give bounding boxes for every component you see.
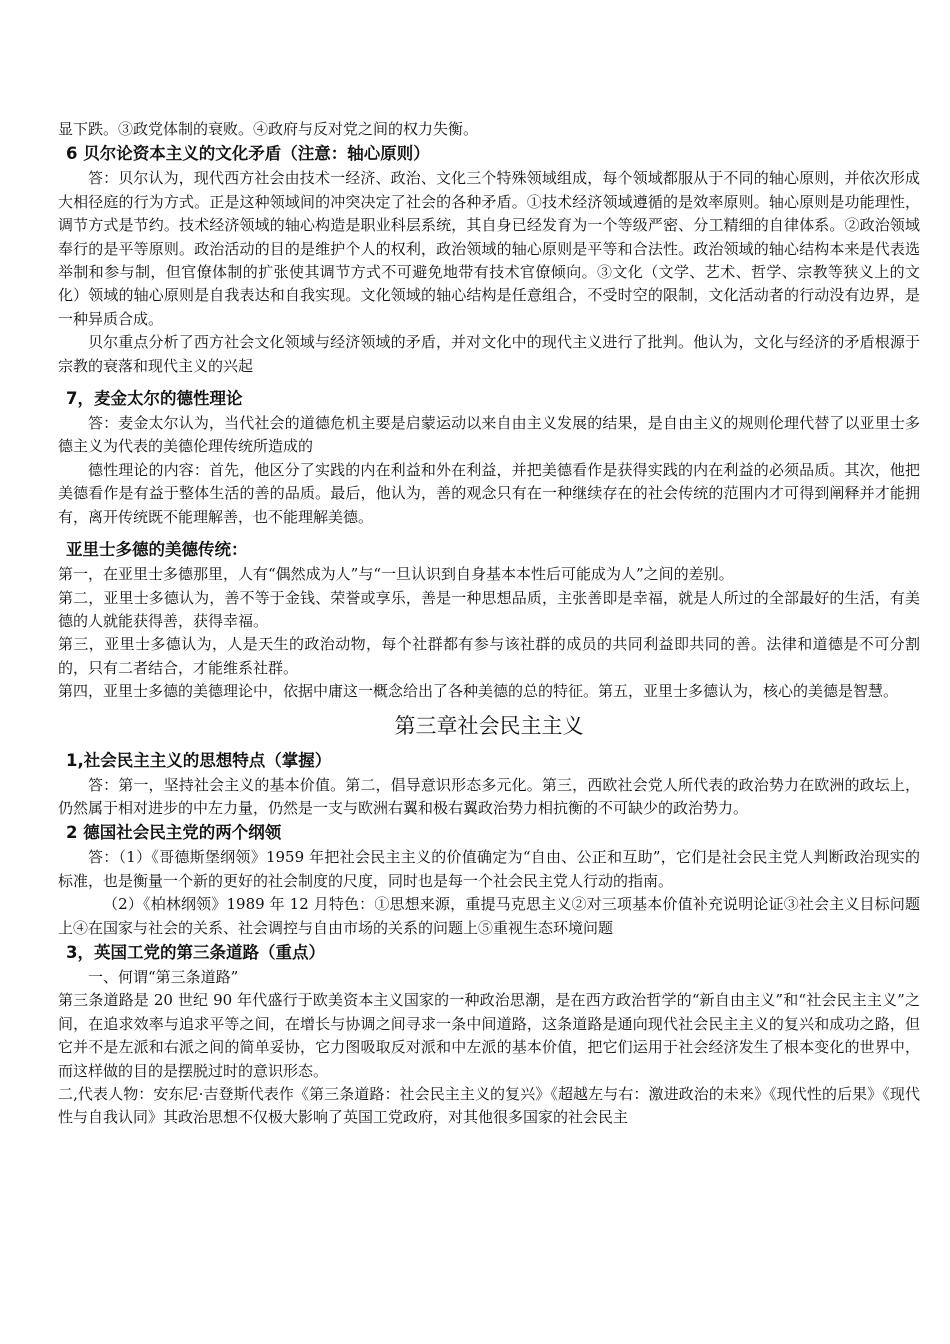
paragraph: （2）《柏林纲领》1989 年 12 月特色：①思想来源，重提马克思主义②对三项基本价值补充说明论证③社会主义目标问题上④在国家与社会的关系、社会调控与自由市场的关系的问题上⑤重视生态环境问题 [58,895,920,937]
section-heading-third-way: 3，英国工党的第三条道路（重点） [66,942,325,962]
paragraph: 贝尔重点分析了西方社会文化领域与经济领域的矛盾，并对文化中的现代主义进行了批判。他认为，文化与经济的矛盾根源于宗教的衰落和现代主义的兴起 [58,333,920,375]
paragraph: 答：麦金太尔认为，当代社会的道德危机主要是启蒙运动以来自由主义发展的结果，是自由主义的规则伦理代替了以亚里士多德主义为代表的美德伦理传统所造成的 [58,414,920,456]
paragraph: 答：（1）《哥德斯堡纲领》1959 年把社会民主主义的价值确定为“自由、公正和互助”，它们是社会民主党人判断政治现实的标准，也是衡量一个新的更好的社会制度的尺度，同时也是每一个社会民主党人行动的指南。 [58,848,920,890]
document-page [58,118,920,1130]
section-heading-macintyre: 7，麦金太尔的德性理论 [66,389,243,409]
paragraph: 第三条道路是 20 世纪 90 年代盛行于欧美资本主义国家的一种政治思潮，是在西方政治哲学的“新自由主义”和“社会民主主义”之间，在追求效率与追求平等之间，在增长与协调之间寻求一条中间道路，这条道路是通向现代社会民主主义的复兴和成功之路，但它并不是左派和右派之间的简单妥协，它力图吸取反对派和中左派的基本价值，把它们运用于社会经济发生了根本变化的世界中，而这样做的目的是摆脱过时的意识形态。 [58,991,920,1080]
section-heading-german-spd: 2 德国社会民主党的两个纲领 [66,823,282,843]
paragraph: 第一，在亚里士多德那里，人有“偶然成为人”与“一旦认识到自身基本本性后可能成为人”之间的差别。 [58,565,734,584]
section-heading-social-democracy: 1,社会民主主义的思想特点（掌握） [66,750,332,770]
section-heading-aristotle: 亚里士多德的美德传统： [66,540,248,560]
paragraph: 第二，亚里士多德认为，善不等于金钱、荣誉或享乐，善是一种思想品质，主张善即是幸福，就是人所过的全部最好的生活，有美德的人就能获得善，获得幸福。 [58,588,920,630]
paragraph: 第三，亚里士多德认为，人是天生的政治动物，每个社群都有参与该社群的成员的共同利益即共同的善。法律和道德是不可分割的，只有二者结合，才能维系社群。 [58,635,920,677]
paragraph: 德性理论的内容：首先，他区分了实践的内在利益和外在利益，并把美德看作是获得实践的内在利益的必须品质。其次，他把美德看作是有益于整体生活的善的品质。最后，他认为，善的观念只有在一种继续存在的社会传统的范围内才可得到阐释并才能拥有，离开传统既不能理解善，也不能理解美德。 [58,460,920,526]
paragraph: 答：贝尔认为，现代西方社会由技术一经济、政治、文化三个特殊领域组成，每个领域都服从于不同的轴心原则，并依次形成大相径庭的行为方式。正是这种领域间的冲突决定了社会的各种矛盾。①技术经济领域遵循的是效率原则。轴心原则是功能理性，调节方式是节约。技术经济领域的轴心构造是职业科层系统，其自身已经发育为一个等级严密、分工精细的自律体系。②政治领域奉行的是平等原则。政治活动的目的是维护个人的权利，政治领域的轴心原则是平等和合法性。政治领域的轴心结构本来是代表选举制和参与制，但官僚体制的扩张使其调节方式不可避免地带有技术官僚倾向。③文化（文学、艺术、哲学、宗教等狭义上的文化）领域的轴心原则是自我表达和自我实现。文化领域的轴心结构是任意组合，不受时空的限制，文化活动者的行动没有边界，是一种异质合成。 [58,169,920,328]
paragraph: 一、何谓“第三条道路” [88,967,239,986]
chapter-title: 第三章社会民主主义 [394,713,584,738]
paragraph: 第四，亚里士多德的美德理论中，依据中庸这一概念给出了各种美德的总的特征。第五，亚里士多德认为，核心的美德是智慧。 [58,682,899,701]
paragraph: 显下跌。③政党体制的衰败。④政府与反对党之间的权力失衡。 [58,120,479,138]
section-heading-bell: 6 贝尔论资本主义的文化矛盾（注意：轴心原则） [66,144,430,164]
paragraph: 二,代表人物：安东尼·吉登斯代表作《第三条道路：社会民主主义的复兴》《超越左与右：激进政治的未来》《现代性的后果》《现代性与自我认同》其政治思想不仅极大影响了英国工党政府，对其他很多国家的社会民主 [58,1085,920,1127]
paragraph: 答：第一，坚持社会主义的基本价值。第二，倡导意识形态多元化。第三，西欧社会党人所代表的政治势力在欧洲的政坛上，仍然属于相对进步的中左力量，仍然是一支与欧洲右翼和极右翼政治势力相抗衡的不可缺少的政治势力。 [58,775,920,817]
